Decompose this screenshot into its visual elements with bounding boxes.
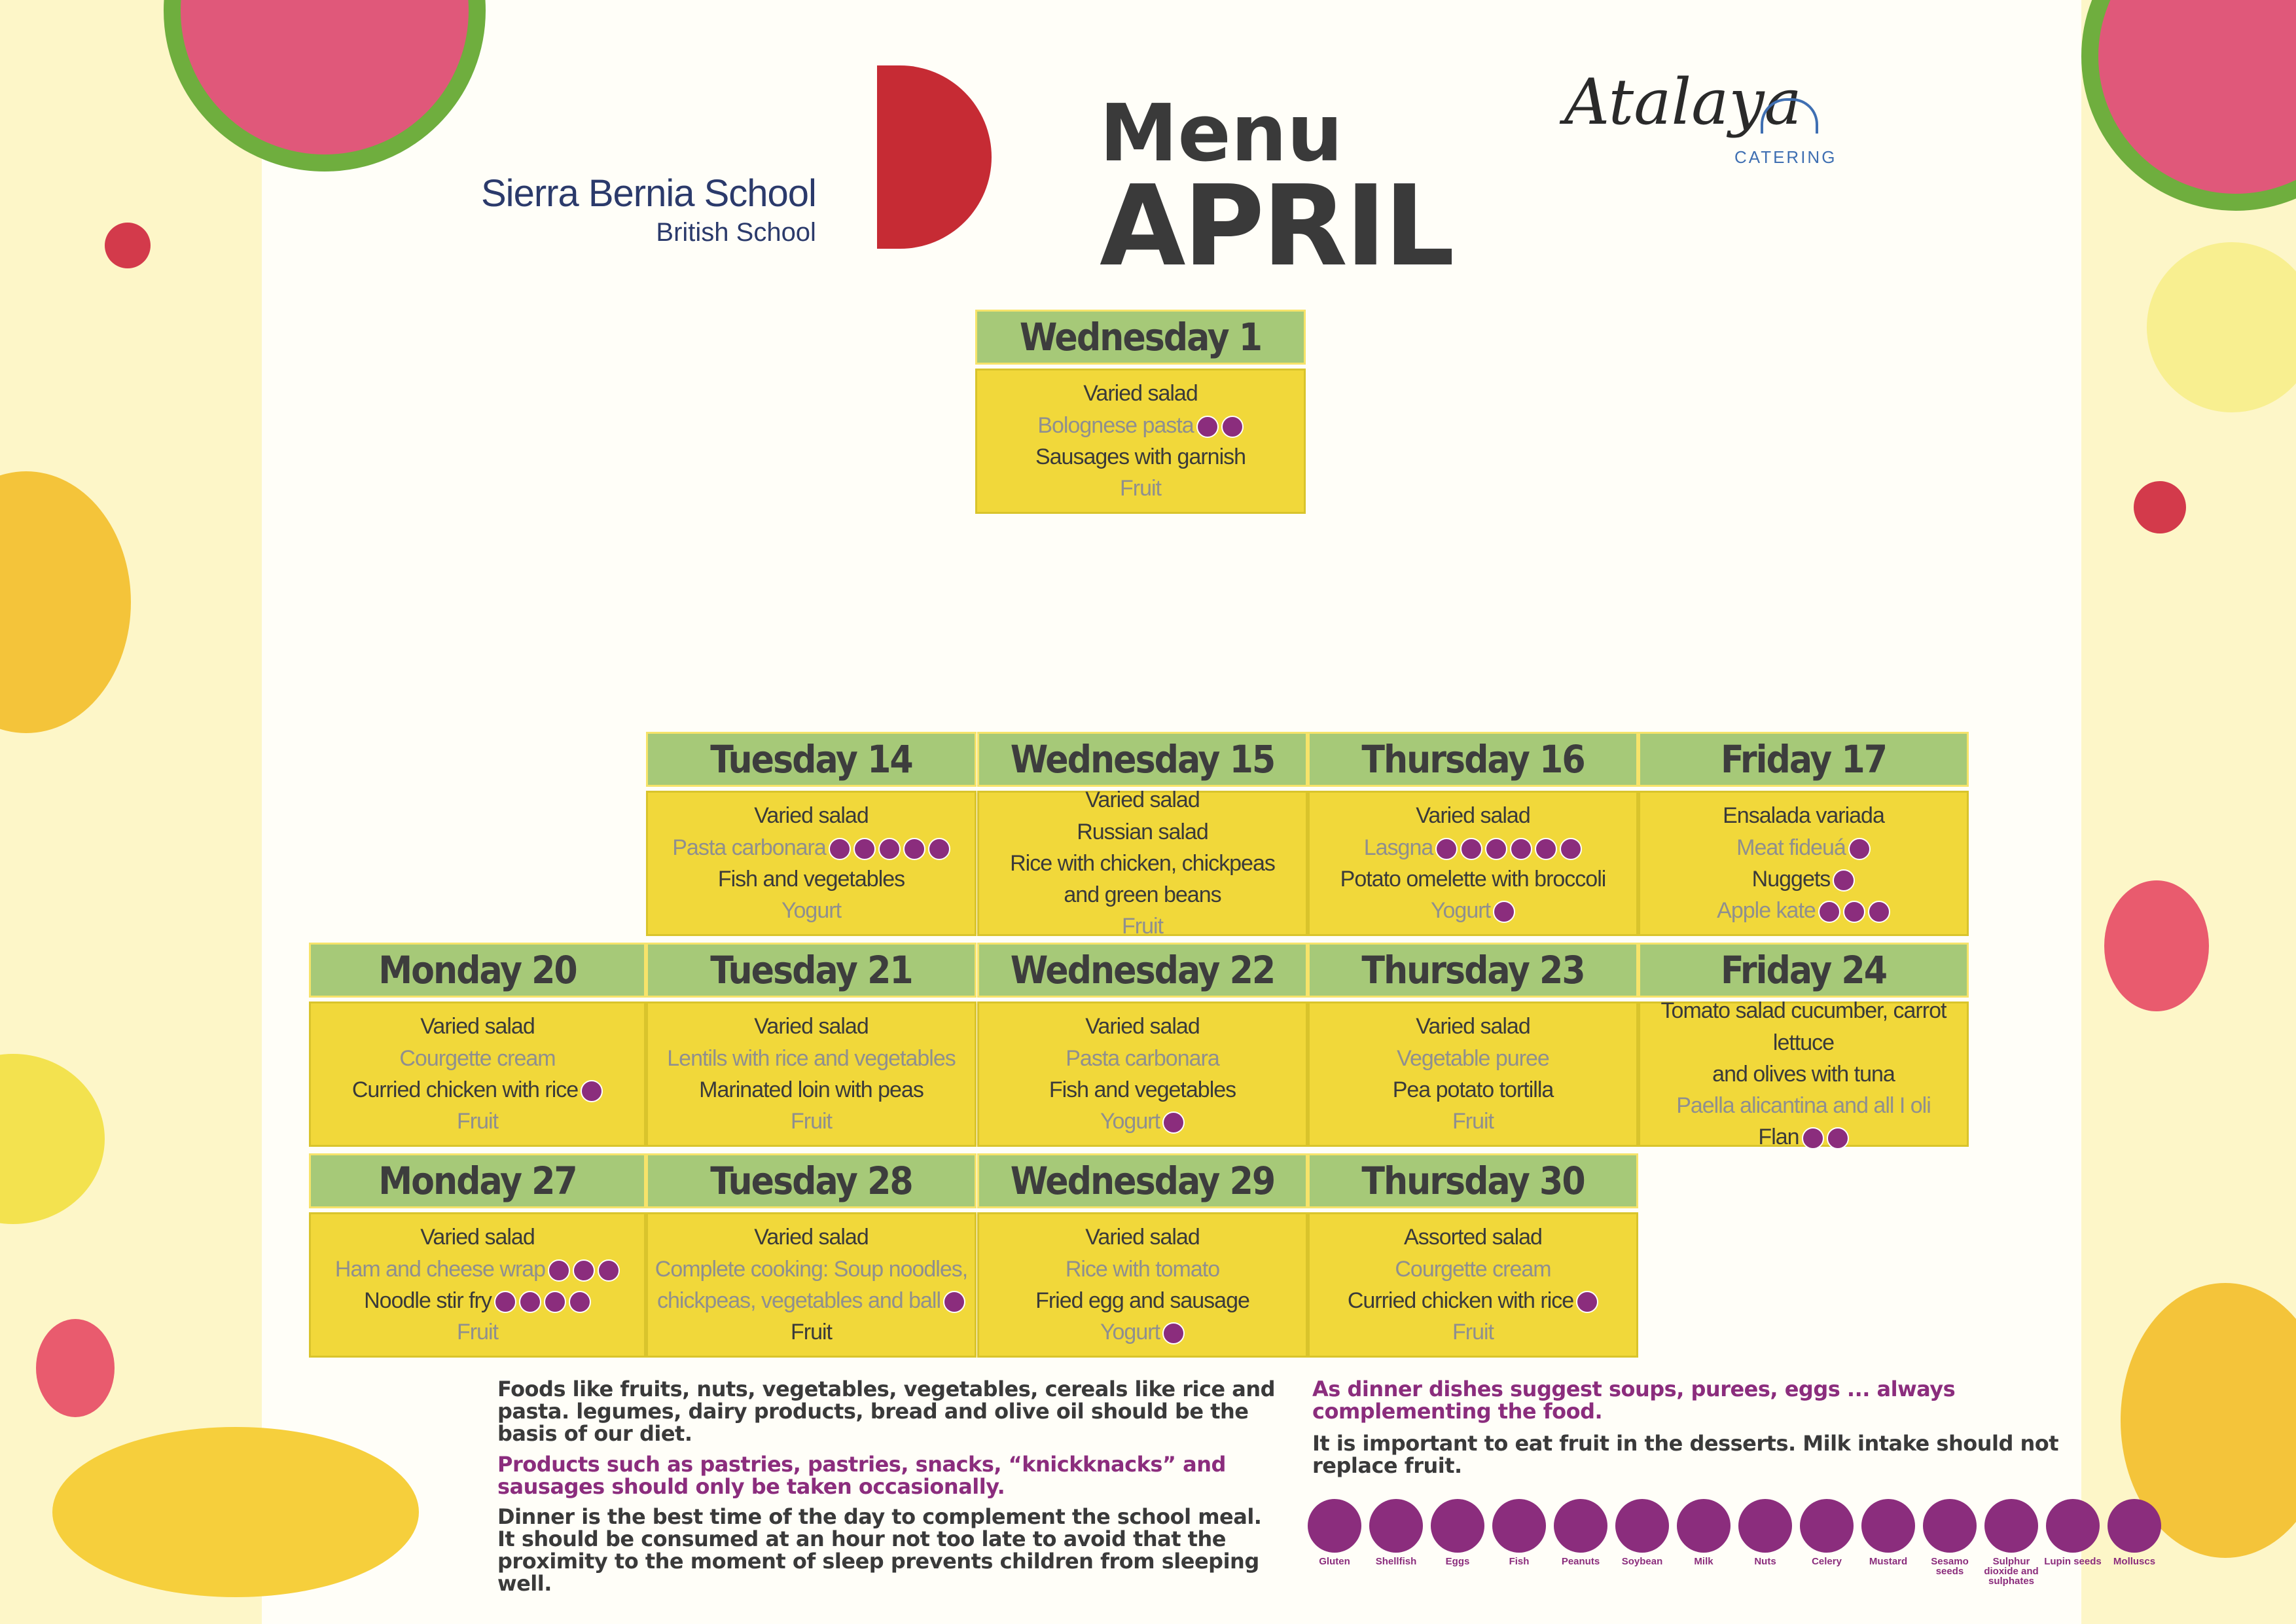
day-header-monday-27: Monday 27	[309, 1153, 646, 1208]
day-menu-thursday-16	[1308, 791, 1638, 936]
dish-text: Fruit	[1122, 914, 1163, 939]
allergen-label: Celery	[1812, 1556, 1842, 1567]
dish-text: Curried chicken with rice	[351, 1077, 579, 1102]
lupin-icon	[2046, 1499, 2100, 1553]
day-header-wednesday-22: Wednesday 22	[977, 943, 1308, 998]
dish-line	[1083, 378, 1198, 409]
allergen-eggs	[1429, 1499, 1486, 1566]
day-menu-wednesday-15	[977, 787, 1308, 939]
menu-word: Menu	[1100, 88, 1343, 179]
dish-line	[791, 1106, 832, 1137]
allergen-badge-icon	[1848, 838, 1871, 860]
allergen-label: Peanuts	[1561, 1556, 1600, 1567]
dish-line	[1397, 1043, 1549, 1074]
allergen-lupin	[2044, 1499, 2102, 1566]
day-header-monday-20: Monday 20	[309, 943, 646, 998]
sesamo-icon	[1923, 1499, 1977, 1553]
dish-text: and green beans	[1064, 882, 1221, 908]
allergen-label: Gluten	[1319, 1556, 1350, 1567]
allergen-badge-icon	[1162, 1111, 1185, 1134]
caterer-subtitle: CATERING	[1734, 147, 1837, 167]
dish-line	[657, 1285, 965, 1316]
dish-line	[457, 1316, 498, 1348]
allergen-badge-icon	[1818, 901, 1840, 923]
dish-line	[1035, 1285, 1249, 1316]
day-menu-wednesday-29	[977, 1212, 1308, 1358]
allergen-label: Milk	[1694, 1556, 1713, 1567]
dish-line	[1712, 1058, 1895, 1090]
dish-line	[1393, 1074, 1554, 1106]
dish-text: Varied salad	[1416, 803, 1530, 829]
dish-text: Varied salad	[1085, 1014, 1200, 1039]
note-occasional: Products such as pastries, pastries, snacks, “knickknacks” and sausages should only be taken occasionally.	[497, 1452, 1226, 1499]
allergen-label: Eggs	[1445, 1556, 1470, 1567]
caterer-name: Atalaya	[1564, 65, 1802, 139]
allergen-shellfish	[1367, 1499, 1425, 1566]
celery-icon	[1800, 1499, 1854, 1553]
allergen-label: Nuts	[1754, 1556, 1776, 1567]
allergen-badge-icon	[569, 1291, 591, 1313]
dish-line	[672, 832, 950, 863]
day-header-tuesday-28: Tuesday 28	[646, 1153, 977, 1208]
dish-line	[1452, 1106, 1494, 1137]
allergen-nuts	[1736, 1499, 1794, 1566]
banana-left-icon	[52, 1427, 419, 1597]
dish-text: Bolognese pasta	[1037, 412, 1194, 438]
allergen-badge-icon	[878, 838, 901, 860]
day-menu-wednesday-1	[975, 369, 1306, 514]
dish-text: Yogurt	[781, 898, 842, 924]
dish-line	[754, 1011, 869, 1042]
dish-text: Courgette cream	[1395, 1256, 1551, 1282]
school-name-block	[481, 171, 816, 247]
dish-text: Varied salad	[1085, 1225, 1200, 1250]
dish-line	[1758, 1121, 1848, 1153]
dish-line	[667, 1043, 956, 1074]
dish-text: Fruit	[791, 1320, 832, 1345]
strawberry-right-icon	[2104, 880, 2209, 1011]
gluten-icon	[1308, 1499, 1361, 1553]
dish-line	[420, 1011, 535, 1042]
dish-line	[1676, 1090, 1931, 1121]
day-header-thursday-23: Thursday 23	[1308, 943, 1638, 998]
dish-line	[718, 863, 905, 895]
dish-text: Fruit	[1120, 476, 1161, 501]
dish-line	[1416, 1011, 1530, 1042]
dish-line	[1122, 911, 1163, 942]
dish-text: Varied salad	[754, 803, 869, 829]
milk-icon	[1677, 1499, 1731, 1553]
menu-title	[1100, 88, 1452, 291]
dish-line	[1348, 1285, 1598, 1316]
allergen-badge-icon	[494, 1291, 516, 1313]
day-menu-friday-17	[1638, 791, 1969, 936]
dish-text: Pasta carbonara	[672, 835, 826, 860]
allergen-label: Shellfish	[1375, 1556, 1417, 1567]
dish-text: Lasgna	[1363, 835, 1433, 860]
allergen-label: Sesamo seeds	[1931, 1556, 1969, 1577]
dish-text: Fruit	[457, 1109, 498, 1134]
day-menu-monday-27	[309, 1212, 646, 1358]
dish-text: Noodle stir fry	[364, 1288, 492, 1313]
dish-text: Paella alicantina and all I oli	[1676, 1093, 1931, 1119]
dish-text: Varied salad	[1085, 787, 1200, 813]
dish-line	[1085, 1011, 1200, 1042]
dish-line	[754, 1221, 869, 1253]
dish-text: Fried egg and sausage	[1035, 1288, 1249, 1313]
dish-line	[335, 1254, 620, 1285]
day-header-wednesday-29: Wednesday 29	[977, 1153, 1308, 1208]
fish-icon	[1492, 1499, 1546, 1553]
dish-line	[1395, 1254, 1551, 1285]
day-header-wednesday-15: Wednesday 15	[977, 732, 1308, 787]
dish-text: Courgette cream	[399, 1045, 556, 1071]
day-header-tuesday-14: Tuesday 14	[646, 732, 977, 787]
dish-line	[1066, 1254, 1219, 1285]
allergen-badge-icon	[1435, 838, 1458, 860]
allergen-badge-icon	[853, 838, 876, 860]
allergen-label: Lupin seeds	[2044, 1556, 2102, 1567]
allergen-sulphur	[1982, 1499, 2040, 1586]
day-menu-thursday-30	[1308, 1212, 1638, 1358]
dish-text: Assorted salad	[1404, 1225, 1542, 1250]
cherry-icon	[105, 223, 151, 268]
day-header-wednesday-1: Wednesday 1	[975, 310, 1306, 365]
dish-line	[352, 1074, 603, 1106]
day-header-friday-17: Friday 17	[1638, 732, 1969, 787]
dish-line	[1416, 800, 1530, 831]
allergen-label: Soybean	[1621, 1556, 1663, 1567]
dish-text: and olives with tuna	[1712, 1061, 1895, 1087]
dish-line	[1085, 1221, 1200, 1253]
school-subtitle: British School	[656, 218, 816, 247]
allergen-fish	[1490, 1499, 1548, 1566]
dish-text: chickpeas, vegetables and ball	[656, 1288, 941, 1313]
dish-text: Pea potato tortilla	[1392, 1077, 1554, 1102]
allergen-badge-icon	[598, 1259, 620, 1282]
dish-text: Varied salad	[420, 1225, 535, 1250]
allergen-badge-icon	[928, 838, 950, 860]
allergen-badge-icon	[1560, 838, 1582, 860]
allergen-badge-icon	[519, 1291, 541, 1313]
day-menu-friday-24	[1638, 998, 1969, 1150]
day-menu-monday-20	[309, 1001, 646, 1147]
allergen-badge-icon	[1827, 1127, 1849, 1149]
dish-line	[1640, 995, 1967, 1058]
dish-line	[457, 1106, 498, 1137]
allergen-label: Molluscs	[2113, 1556, 2156, 1567]
allergen-badge-icon	[1162, 1322, 1185, 1344]
allergen-gluten	[1306, 1499, 1363, 1566]
dish-text: Yogurt	[1100, 1320, 1160, 1345]
day-header-friday-24: Friday 24	[1638, 943, 1969, 998]
dish-text: Varied salad	[754, 1225, 869, 1250]
dish-text: Yogurt	[1430, 898, 1491, 924]
allergen-badge-icon	[1485, 838, 1507, 860]
day-menu-tuesday-14	[646, 791, 977, 936]
allergen-badge-icon	[1802, 1127, 1824, 1149]
dish-text: Varied salad	[754, 1014, 869, 1039]
note-dinner-dishes: As dinner dishes suggest soups, purees, eggs ... always complementing the food.	[1312, 1377, 1956, 1424]
dish-line	[399, 1043, 555, 1074]
dish-text: Pasta carbonara	[1066, 1045, 1219, 1071]
day-menu-thursday-23	[1308, 1001, 1638, 1147]
dish-line	[1404, 1221, 1542, 1253]
dish-text: Vegetable puree	[1397, 1045, 1549, 1071]
dish-text: Apple kate	[1717, 898, 1816, 924]
allergen-badge-icon	[573, 1259, 595, 1282]
allergen-badge-icon	[1196, 416, 1219, 438]
dish-text: Flan	[1758, 1125, 1799, 1150]
dish-text: Varied salad	[1416, 1014, 1530, 1039]
dish-text: Fruit	[1452, 1320, 1494, 1345]
dish-text: Lentils with rice and vegetables	[667, 1045, 956, 1071]
allergen-molluscs	[2106, 1499, 2163, 1566]
dish-text: Varied salad	[420, 1014, 535, 1039]
allergen-sesamo	[1921, 1499, 1979, 1576]
dish-line	[781, 895, 841, 926]
mustard-icon	[1861, 1499, 1915, 1553]
dish-text: Curried chicken with rice	[1347, 1288, 1574, 1313]
allergen-badge-icon	[829, 838, 851, 860]
allergen-badge-icon	[1510, 838, 1532, 860]
dish-text: Yogurt	[1100, 1109, 1160, 1134]
molluscs-icon	[2108, 1499, 2161, 1553]
allergen-label: Mustard	[1869, 1556, 1908, 1567]
allergen-badge-icon	[1221, 416, 1244, 438]
dish-line	[420, 1221, 535, 1253]
dish-line	[1717, 895, 1890, 926]
day-menu-wednesday-22	[977, 1001, 1308, 1147]
cherry-right-icon	[2134, 481, 2186, 533]
note-dinner: Dinner is the best time of the day to complement the school meal. It should be consumed at an hour not too late to avoid that the proximity to the moment of sleep prevents children from sleeping well.	[497, 1504, 1262, 1596]
dish-text: Russian salad	[1077, 819, 1208, 844]
dish-line	[1100, 1106, 1185, 1137]
menu-month: APRIL	[1100, 162, 1452, 291]
dish-line	[1752, 863, 1856, 895]
note-diet-basis: Foods like fruits, nuts, vegetables, vegetables, cereals like rice and pasta. legumes, dairy products, bread and olive oil should be the basis of our diet.	[497, 1377, 1276, 1446]
allergen-badge-icon	[581, 1080, 603, 1102]
dish-text: Tomato salad cucumber, carrot lettuce	[1660, 998, 1946, 1055]
allergen-badge-icon	[1576, 1291, 1598, 1313]
dish-text: Fish and vegetables	[1049, 1077, 1236, 1102]
allergen-milk	[1675, 1499, 1732, 1566]
dish-text: Fruit	[1452, 1109, 1494, 1134]
dish-text: Fruit	[457, 1320, 498, 1345]
dish-line	[655, 1254, 967, 1285]
nuts-icon	[1738, 1499, 1792, 1553]
strawberry-left-icon	[36, 1319, 115, 1417]
allergen-badge-icon	[1833, 869, 1855, 892]
allergen-badge-icon	[548, 1259, 570, 1282]
allergen-badge-icon	[1460, 838, 1482, 860]
dish-line	[699, 1074, 924, 1106]
dish-text: Marinated loin with peas	[699, 1077, 924, 1102]
dish-line	[1037, 410, 1243, 441]
dish-line	[1120, 473, 1161, 504]
dish-line	[1049, 1074, 1236, 1106]
school-name: Sierra Bernia School	[481, 172, 816, 215]
allergen-badge-icon	[1535, 838, 1557, 860]
allergen-badge-icon	[544, 1291, 566, 1313]
allergen-badge-icon	[1843, 901, 1865, 923]
dish-line	[1364, 832, 1583, 863]
allergen-badge-icon	[1493, 901, 1515, 923]
dish-text: Fish and vegetables	[717, 867, 905, 892]
dish-line	[1077, 816, 1208, 848]
dish-text: Ensalada variada	[1723, 803, 1884, 829]
dish-text: Complete cooking: Soup noodles,	[655, 1256, 968, 1282]
allergen-soybean	[1613, 1499, 1671, 1566]
allergen-peanuts	[1552, 1499, 1609, 1566]
shellfish-icon	[1369, 1499, 1423, 1553]
allergen-mustard	[1859, 1499, 1917, 1566]
dish-line	[1035, 441, 1246, 473]
dish-text: Nuggets	[1751, 867, 1831, 892]
dish-text: Ham and cheese wrap	[334, 1256, 546, 1282]
allergen-badge-icon	[943, 1291, 965, 1313]
dish-text: Sausages with garnish	[1035, 444, 1246, 469]
day-header-thursday-30: Thursday 30	[1308, 1153, 1638, 1208]
dish-line	[1064, 879, 1221, 911]
dish-line	[1085, 784, 1200, 816]
day-header-tuesday-21: Tuesday 21	[646, 943, 977, 998]
allergen-badge-icon	[903, 838, 925, 860]
dish-text: Varied salad	[1083, 381, 1198, 406]
dish-text: Rice with chicken, chickpeas	[1010, 850, 1275, 876]
dish-line	[754, 800, 869, 831]
allergen-badge-icon	[1868, 901, 1890, 923]
dish-text: Rice with tomato	[1065, 1256, 1220, 1282]
peanuts-icon	[1554, 1499, 1607, 1553]
soybean-icon	[1615, 1499, 1669, 1553]
dish-line	[1066, 1043, 1219, 1074]
dish-line	[1431, 895, 1515, 926]
day-menu-tuesday-21	[646, 1001, 977, 1147]
day-menu-tuesday-28	[646, 1212, 977, 1358]
note-fruit-desserts: It is important to eat fruit in the desserts. Milk intake should not replace fruit.	[1312, 1431, 2059, 1478]
dish-line	[1100, 1316, 1185, 1348]
allergen-celery	[1798, 1499, 1856, 1566]
allergen-label: Fish	[1509, 1556, 1530, 1567]
dish-line	[1340, 863, 1606, 895]
dish-line	[791, 1316, 832, 1348]
allergen-label: Sulphur dioxide and sulphates	[1984, 1556, 2039, 1587]
dish-text: Potato omelette with broccoli	[1340, 867, 1606, 892]
dish-text: Fruit	[791, 1109, 832, 1134]
dish-text: Meat fideuá	[1736, 835, 1846, 860]
dish-line	[364, 1285, 591, 1316]
caterer-logo	[1518, 39, 1837, 170]
dish-line	[1452, 1316, 1494, 1348]
dish-line	[1736, 832, 1871, 863]
dish-line	[1723, 800, 1884, 831]
day-header-thursday-16: Thursday 16	[1308, 732, 1638, 787]
sulphur-icon	[1984, 1499, 2038, 1553]
dish-line	[1010, 848, 1275, 879]
eggs-icon	[1431, 1499, 1484, 1553]
globe-logo-icon	[877, 65, 992, 249]
